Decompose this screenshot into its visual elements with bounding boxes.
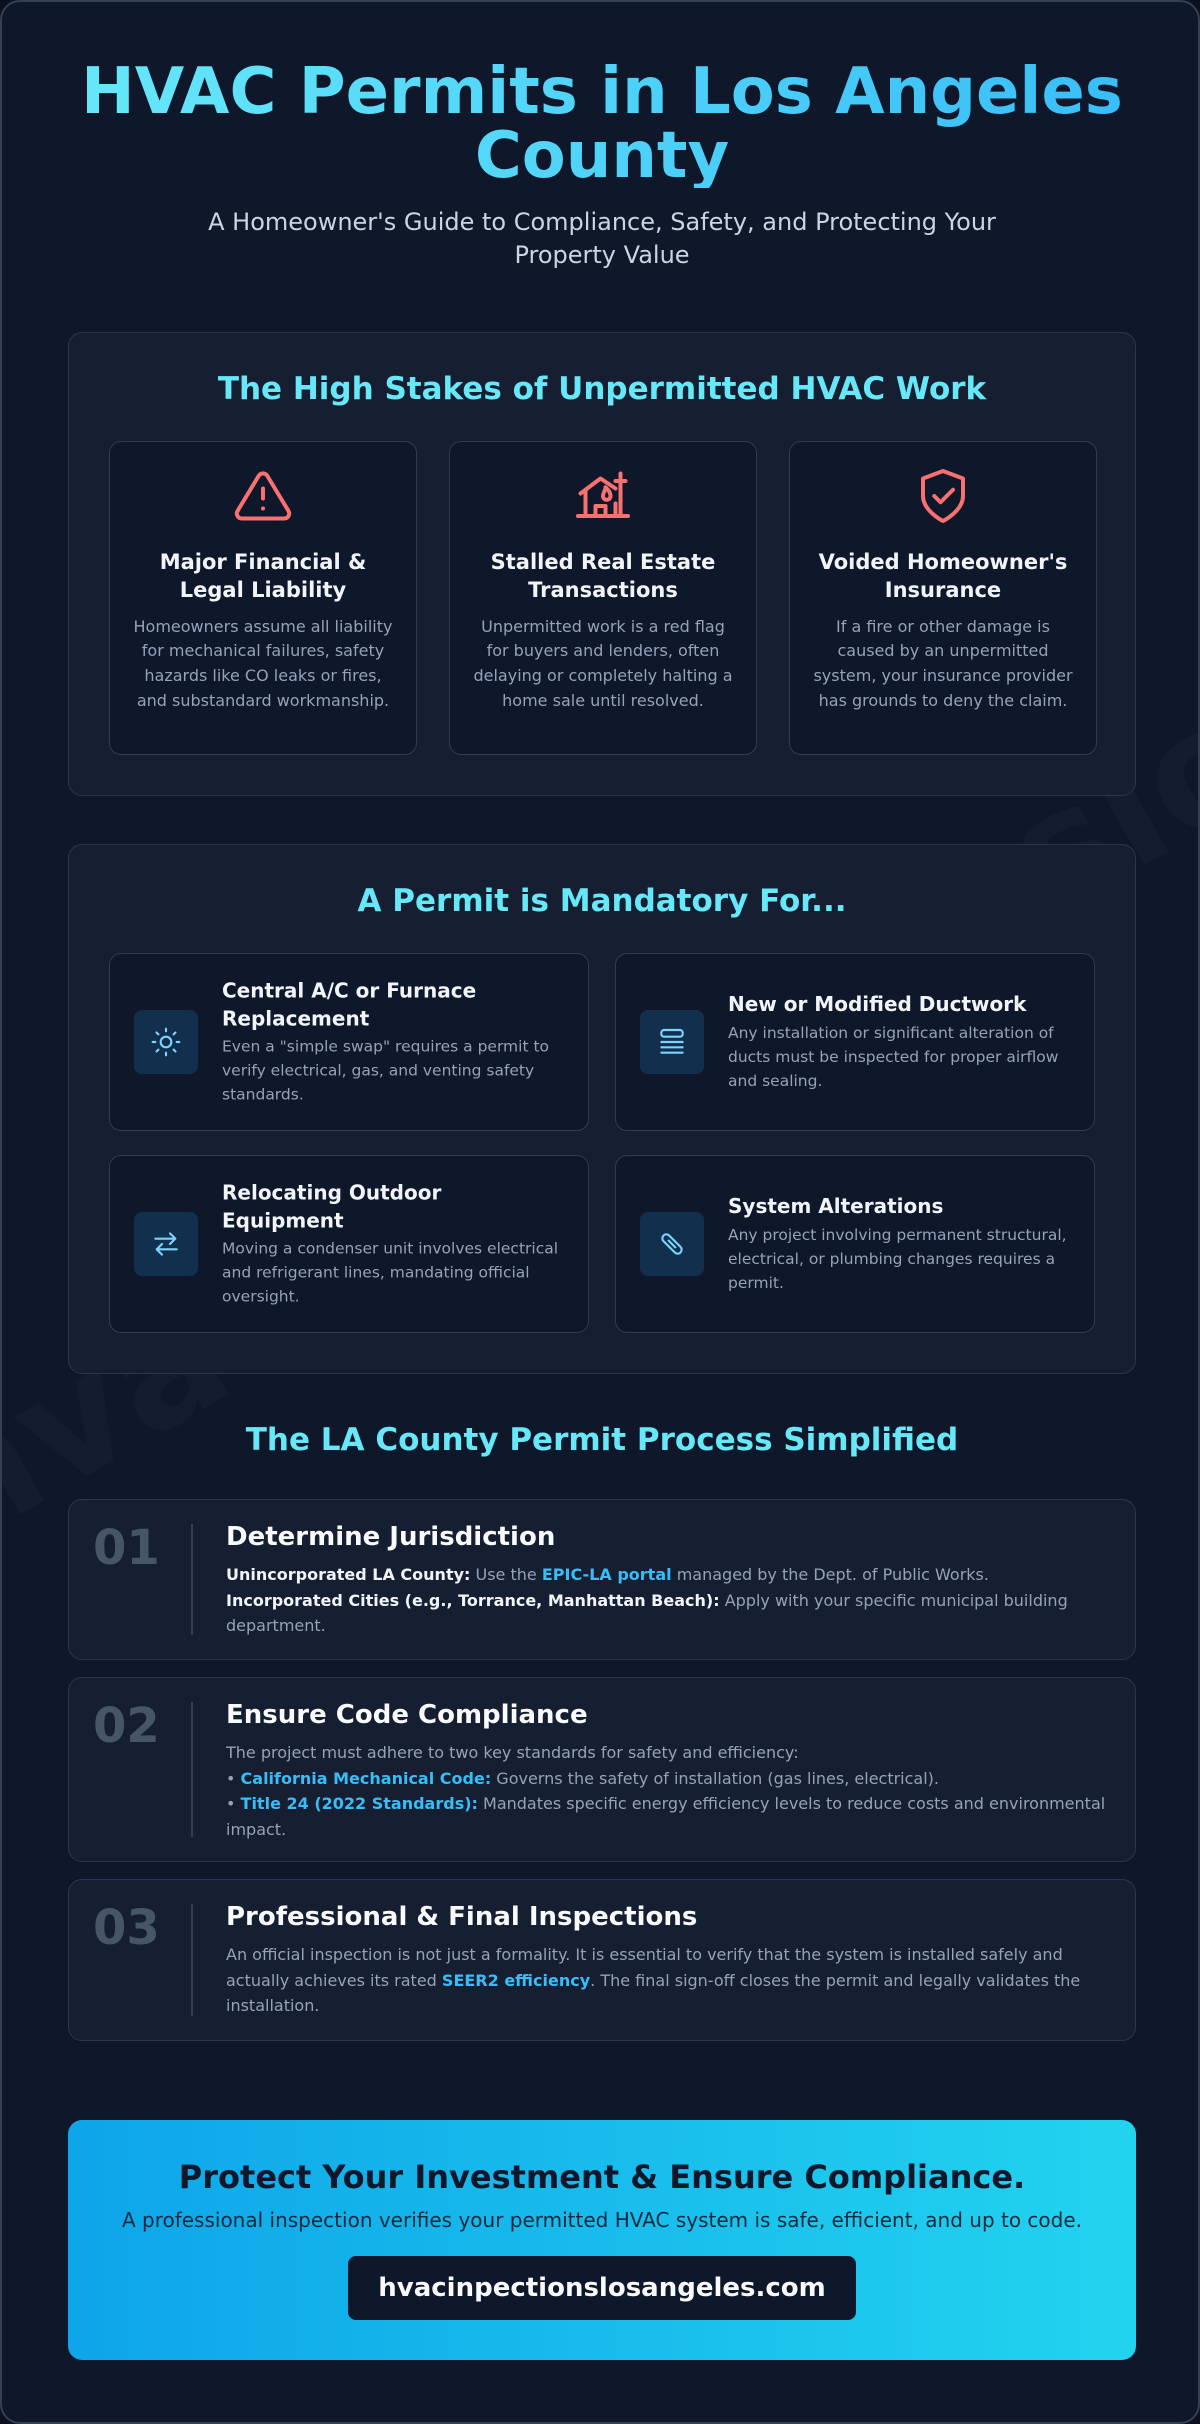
bullet-dot: •	[226, 1794, 236, 1814]
ductwork-icon	[656, 1026, 688, 1058]
step-text: Mandates specific energy efficiency levels to reduce costs and environmental impact.	[226, 1794, 1106, 1839]
step-text: managed by the Dept. of Public Works.	[671, 1565, 989, 1584]
bullet-dot: •	[226, 1768, 236, 1788]
mandatory-item-text	[728, 991, 1070, 1093]
mandatory-item-ductwork	[615, 953, 1095, 1131]
permit-mandatory-section	[68, 844, 1136, 1374]
warning-triangle-icon	[233, 466, 293, 526]
step-number: 02	[93, 1698, 160, 1754]
stake-card-real-estate	[449, 441, 757, 755]
mandatory-item-text	[222, 1179, 564, 1308]
page-subtitle: A Homeowner's Guide to Compliance, Safety, and Protecting Your Property Value	[208, 208, 996, 270]
mandatory-item-system-alterations	[615, 1155, 1095, 1333]
step-intro: The project must adhere to two key standards for safety and efficiency:	[226, 1743, 799, 1762]
mandatory-item-desc: Any project involving permanent structural, electrical, or plumbing changes requires a permit.	[728, 1225, 1067, 1292]
mandatory-item-desc: Any installation or significant alteration of ducts must be inspected for proper airflow and sealing.	[728, 1023, 1059, 1090]
mandatory-item-ac-furnace	[109, 953, 589, 1131]
shield-check-icon	[913, 466, 973, 526]
seer2-efficiency-highlight: SEER2 efficiency	[441, 1970, 591, 1990]
section-title: The High Stakes of Unpermitted HVAC Work	[217, 371, 987, 407]
mandatory-item-text	[222, 977, 564, 1106]
cta-banner	[68, 2120, 1136, 2360]
stake-card-text: If a fire or other damage is caused by an unpermitted system, your insurance provider has grounds to deny the claim.	[813, 616, 1073, 711]
mandatory-item-title: Central A/C or Furnace Replacement	[222, 978, 477, 1030]
stake-card-text: Unpermitted work is a red flag for buyers and lenders, often delaying or completely halting a home sale until resolved.	[473, 616, 733, 711]
mandatory-item-text	[728, 1193, 1070, 1295]
step-body	[226, 1902, 1111, 2019]
epic-la-portal-link[interactable]: EPIC-LA portal	[541, 1565, 672, 1584]
stake-card-text: Homeowners assume all liability for mechanical failures, safety hazards like CO leaks or fires, and substandard workmanship.	[133, 616, 393, 711]
step-label: California Mechanical Code:	[240, 1768, 492, 1788]
page-title: HVAC Permits in Los Angeles County	[62, 60, 1142, 188]
mandatory-item-title: Relocating Outdoor Equipment	[222, 1180, 442, 1232]
step-title: Professional & Final Inspections	[226, 1902, 698, 1932]
step-label: Title 24 (2022 Standards):	[240, 1794, 478, 1814]
sun-icon	[150, 1026, 182, 1058]
mandatory-item-icon-box	[134, 1010, 198, 1074]
wrench-icon	[656, 1228, 688, 1260]
step-text: An official inspection is not just a formality. It is essential to verify that the system is installed safely and actually achieves its rated	[226, 1945, 1063, 1990]
step-line-unincorporated	[226, 1562, 1111, 1588]
website-button[interactable]: hvacinpectionslosangeles.com	[348, 2256, 856, 2320]
process-step-1	[68, 1499, 1136, 1660]
step-body	[226, 1700, 1111, 1842]
mandatory-item-desc: Moving a condenser unit involves electrical and refrigerant lines, mandating official oversight.	[222, 1239, 559, 1306]
step-label: Unincorporated LA County:	[226, 1565, 471, 1584]
mandatory-item-icon-box	[640, 1010, 704, 1074]
mandatory-item-desc: Even a "simple swap" requires a permit to verify electrical, gas, and venting safety standards.	[222, 1037, 550, 1104]
mandatory-item-title: New or Modified Ductwork	[728, 992, 1027, 1017]
step-text: . The final sign-off closes the permit and legally validates the installation.	[226, 1970, 1081, 2016]
step-divider	[191, 1702, 193, 1837]
step-line-incorporated	[226, 1588, 1111, 1639]
step-bullet-title-24	[226, 1791, 1111, 1842]
section-title: A Permit is Mandatory For...	[357, 883, 847, 919]
stake-card-insurance	[789, 441, 1097, 755]
stake-card-title: Stalled Real Estate Transactions	[490, 550, 716, 603]
house-fire-icon	[573, 466, 633, 526]
step-bullet-mechanical-code	[226, 1766, 1111, 1792]
step-label: Incorporated Cities (e.g., Torrance, Manhattan Beach):	[226, 1590, 720, 1610]
step-text-paragraph	[226, 1942, 1111, 2019]
step-text: Use the	[470, 1565, 542, 1584]
step-body	[226, 1522, 1111, 1639]
step-number: 03	[93, 1900, 160, 1956]
step-text: Governs the safety of installation (gas lines, electrical).	[491, 1768, 939, 1788]
process-section-title: The LA County Permit Process Simplified	[245, 1422, 959, 1458]
high-stakes-section	[68, 332, 1136, 796]
stake-card-title: Major Financial & Legal Liability	[159, 550, 367, 603]
mandatory-item-title: System Alterations	[728, 1194, 944, 1219]
cta-title: Protect Your Investment & Ensure Compliance.	[178, 2158, 1026, 2196]
step-divider	[191, 1524, 193, 1635]
mandatory-item-icon-box	[134, 1212, 198, 1276]
process-step-3	[68, 1879, 1136, 2041]
step-number: 01	[93, 1520, 160, 1576]
step-divider	[191, 1904, 193, 2016]
process-step-2	[68, 1677, 1136, 1862]
step-title: Determine Jurisdiction	[226, 1522, 556, 1552]
cta-subtitle: A professional inspection verifies your permitted HVAC system is safe, efficient, and up to code.	[121, 2208, 1083, 2232]
step-text: Apply with your specific municipal building department.	[226, 1590, 1068, 1636]
stake-card-financial-liability	[109, 441, 417, 755]
step-title: Ensure Code Compliance	[226, 1700, 588, 1730]
arrows-exchange-icon	[150, 1228, 182, 1260]
stake-card-title: Voided Homeowner's Insurance	[818, 550, 1068, 603]
page-header	[62, 55, 1142, 272]
mandatory-item-relocating-equipment	[109, 1155, 589, 1333]
mandatory-item-icon-box	[640, 1212, 704, 1276]
